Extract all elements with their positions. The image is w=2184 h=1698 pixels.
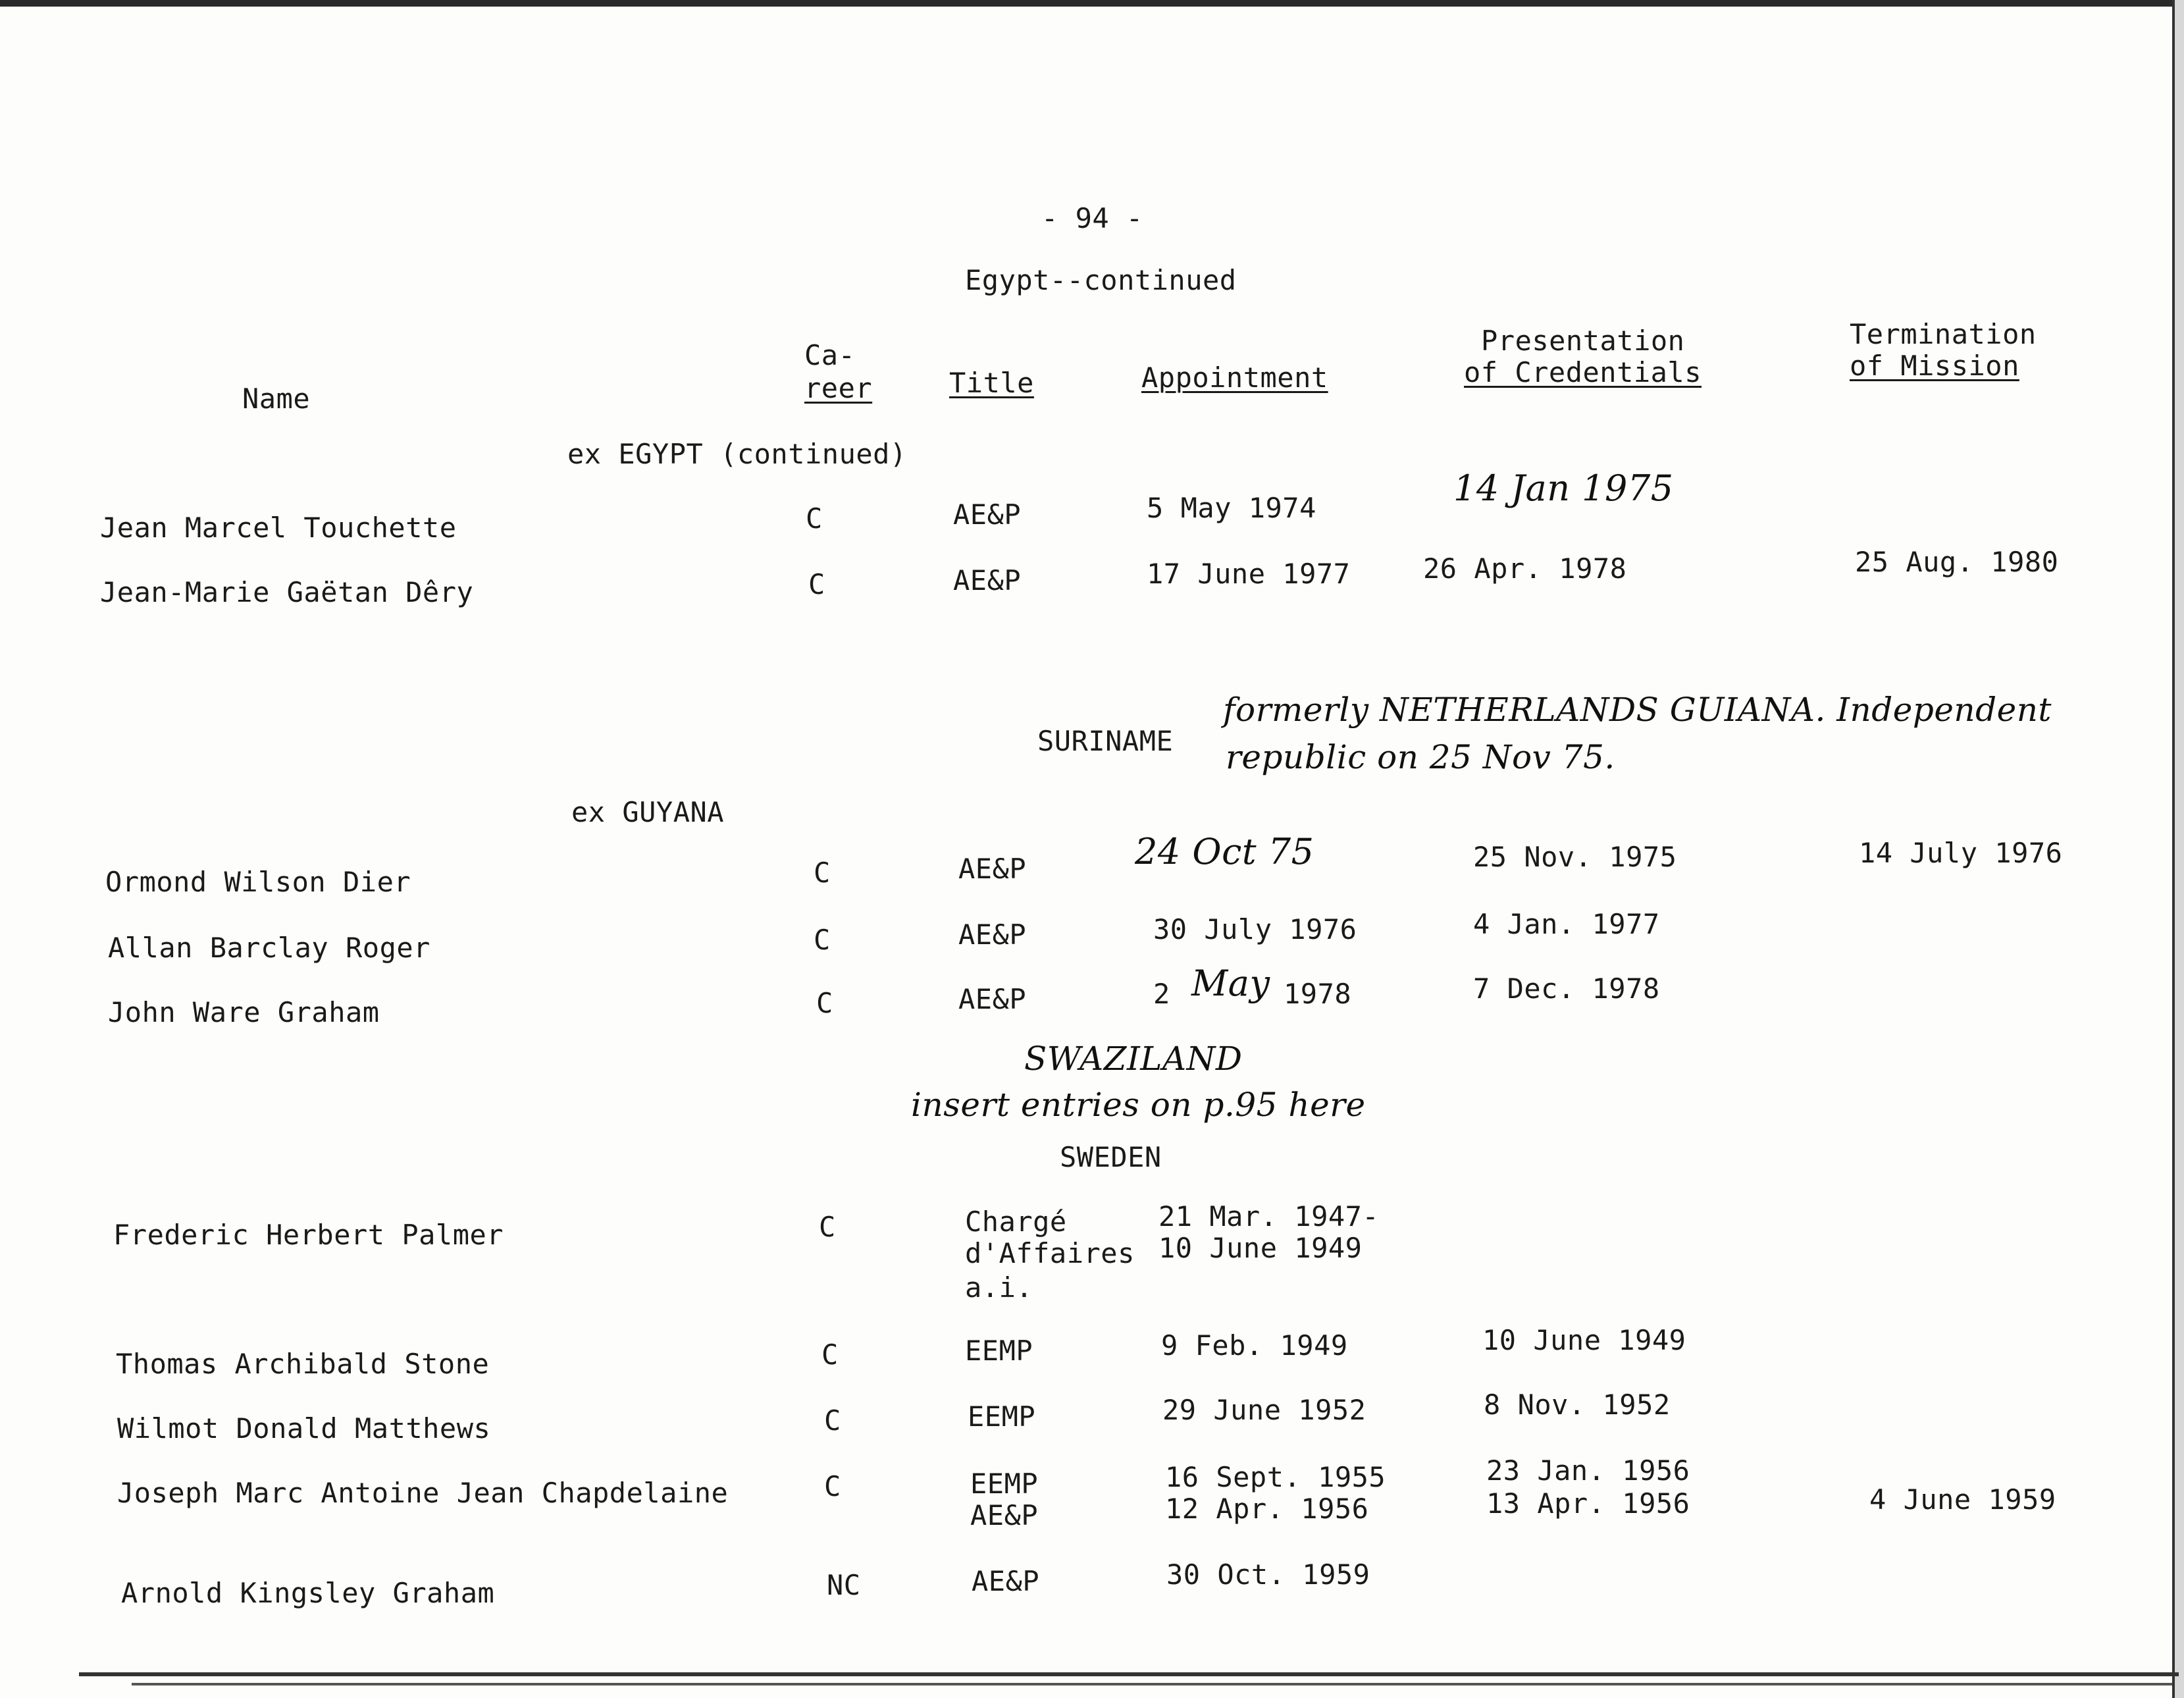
row-appointment: 17 June 1977: [1147, 558, 1351, 590]
row-presentation-line1: 23 Jan. 1956: [1486, 1454, 1690, 1487]
row-appointment: 9 Feb. 1949: [1161, 1329, 1348, 1362]
row-presentation-line2: 13 Apr. 1956: [1486, 1487, 1690, 1520]
row-appointment: 5 May 1974: [1147, 492, 1316, 524]
header-presentation-line1: Presentation: [1481, 325, 1685, 357]
row-career: C: [808, 568, 825, 600]
row-career: NC: [827, 1569, 861, 1601]
scan-bottom-border: [79, 1672, 2179, 1676]
row-appointment-line1: 16 Sept. 1955: [1165, 1461, 1386, 1493]
row-title: AE&P: [958, 853, 1027, 885]
row-career: C: [806, 502, 823, 535]
row-presentation: 10 June 1949: [1482, 1324, 1686, 1356]
row-presentation: 25 Nov. 1975: [1473, 841, 1677, 873]
row-career: C: [814, 924, 831, 956]
scan-right-border: [2172, 0, 2184, 1698]
row-appointment: 30 July 1976: [1153, 913, 1357, 945]
header-career-line2: reer: [804, 372, 873, 404]
row-career: C: [824, 1470, 841, 1502]
header-appointment: Appointment: [1141, 361, 1328, 394]
row-title-line1: Chargé: [965, 1206, 1067, 1238]
row-appointment-line1: 21 Mar. 1947-: [1158, 1200, 1380, 1233]
header-title: Title: [949, 367, 1034, 399]
row-career: C: [819, 1211, 836, 1243]
swaziland-handwritten-note: insert entries on p.95 here: [911, 1086, 1366, 1124]
row-appointment-handwritten: 24 Oct 75: [1135, 831, 1314, 872]
section-title: Egypt--continued: [965, 264, 1237, 296]
row-title-line3: a.i.: [965, 1271, 1033, 1304]
row-presentation: 4 Jan. 1977: [1473, 908, 1660, 940]
suriname-handwritten-note-line1: formerly NETHERLANDS GUIANA. Independent: [1223, 691, 2052, 729]
row-title: AE&P: [953, 498, 1022, 531]
suriname-heading: SURINAME: [1037, 725, 1174, 757]
row-presentation: 26 Apr. 1978: [1423, 552, 1627, 585]
sweden-heading: SWEDEN: [1060, 1141, 1162, 1173]
row-name: John Ware Graham: [108, 996, 380, 1028]
row-name: Arnold Kingsley Graham: [121, 1577, 495, 1609]
scan-top-border: [0, 0, 2184, 7]
swaziland-handwritten-heading: SWAZILAND: [1024, 1040, 1243, 1078]
row-appointment-handwritten-month: May: [1191, 963, 1270, 1004]
row-career: C: [816, 987, 833, 1019]
row-name: Allan Barclay Roger: [108, 932, 430, 964]
row-appointment-line2: 10 June 1949: [1158, 1232, 1363, 1264]
row-name: Jean-Marie Gaëtan Dêry: [100, 576, 474, 608]
row-career: C: [814, 857, 831, 889]
row-name: Ormond Wilson Dier: [105, 866, 411, 898]
header-presentation-line2: of Credentials: [1464, 356, 1702, 388]
row-presentation: 7 Dec. 1978: [1473, 972, 1660, 1005]
row-termination: 4 June 1959: [1869, 1483, 2056, 1516]
row-name: Thomas Archibald Stone: [116, 1348, 490, 1380]
row-name: Joseph Marc Antoine Jean Chapdelaine: [117, 1477, 729, 1509]
row-appointment-line2: 12 Apr. 1956: [1165, 1493, 1369, 1525]
row-name: Jean Marcel Touchette: [100, 512, 457, 544]
row-title: AE&P: [953, 564, 1022, 597]
row-presentation: 8 Nov. 1952: [1484, 1389, 1671, 1421]
row-termination: 14 July 1976: [1859, 837, 2063, 869]
row-title: EEMP: [965, 1335, 1033, 1367]
row-title: AE&P: [958, 918, 1027, 951]
header-career-line1: Ca-: [804, 339, 856, 371]
row-career: C: [821, 1339, 839, 1371]
ex-egypt-heading: ex EGYPT (continued): [567, 438, 907, 470]
row-appointment-day: 2: [1153, 978, 1170, 1010]
row-title: AE&P: [958, 983, 1027, 1015]
row-title-line1: EEMP: [970, 1468, 1039, 1500]
row-appointment: 29 June 1952: [1162, 1394, 1366, 1426]
row-appointment: 30 Oct. 1959: [1166, 1558, 1370, 1591]
row-title-line2: AE&P: [970, 1499, 1039, 1531]
header-name: Name: [242, 383, 311, 415]
scan-bottom-border-inner: [132, 1683, 2172, 1685]
row-title: EEMP: [968, 1400, 1036, 1433]
row-name: Frederic Herbert Palmer: [113, 1219, 504, 1251]
header-termination-line1: Termination: [1850, 318, 2037, 350]
row-termination: 25 Aug. 1980: [1855, 546, 2059, 578]
row-name: Wilmot Donald Matthews: [117, 1412, 491, 1445]
row-career: C: [824, 1404, 841, 1437]
page-number: - 94 -: [1041, 202, 1143, 234]
suriname-handwritten-note-line2: republic on 25 Nov 75.: [1226, 738, 1615, 776]
row-presentation-handwritten: 14 Jan 1975: [1453, 467, 1674, 509]
row-title: AE&P: [972, 1565, 1040, 1597]
ex-guyana-heading: ex GUYANA: [571, 796, 725, 828]
header-termination-line2: of Mission: [1850, 350, 2019, 382]
row-appointment-year: 1978: [1284, 978, 1352, 1010]
row-title-line2: d'Affaires: [965, 1237, 1135, 1269]
